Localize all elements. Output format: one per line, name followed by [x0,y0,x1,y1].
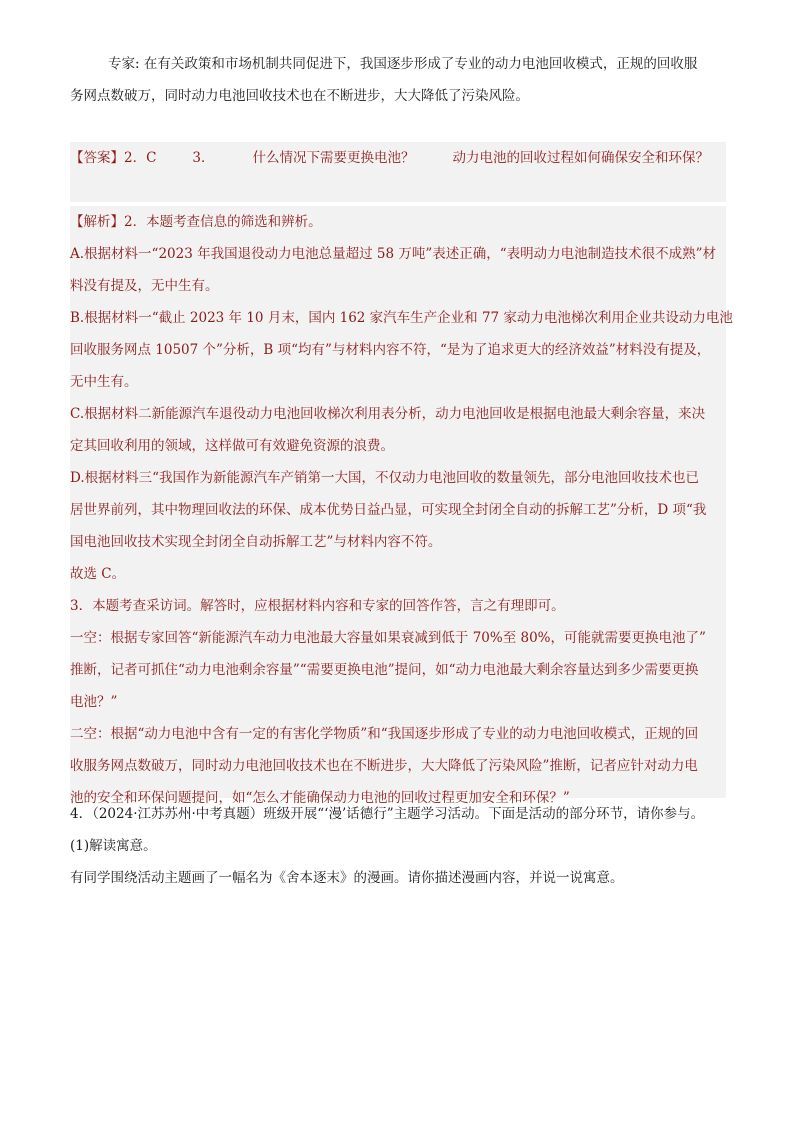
analysis-blank1-line-1: 一空：根据专家回答“新能源汽车动力电池最大容量如果衰减到低于 70%至 80%，可能就需要更换电池了” [70,630,706,646]
analysis-blank2-line-3: 池的安全和环保问题提问，如“怎么才能确保动力电池的回收过程更加安全和环保？” [70,790,570,806]
analysis-blank2-line-2: 收服务网点数破万，同时动力电池回收技术也在不断进步，大大降低了污染风险”推断，记者应针对动力电 [70,758,698,774]
analysis-blank1-line-3: 电池？” [70,694,118,710]
answer-blank-2: 动力电池的回收过程如何确保安全和环保？ [452,150,710,166]
analysis-q3-intro: 3．本题考查采访词。解答时，应根据材料内容和专家的回答作答，言之有理即可。 [70,598,565,614]
q4-line-1: 4．（2024·江苏苏州·中考真题）班级开展“‘漫’话德行”主题学习活动。下面是活动的部分环节，请你参与。 [70,806,705,822]
analysis-blank1-line-2: 推断，记者可抓住“动力电池剩余容量”“需要更换电池”提问，如“动力电池最大剩余容量达到多少需要更换 [70,662,699,678]
analysis-a-line-1: A.根据材料一“2023 年我国退役动力电池总量超过 58 万吨”表述正确，“表明动力电池制造技术很不成熟”材 [70,246,717,262]
answer-label: 【答案】 [70,150,124,166]
analysis-b-line-2: 回收服务网点 10507 个”分析，B 项“均有”与材料内容不符，“是为了追求更大的经济效益”材料没有提及， [70,342,711,358]
q4-line-2: (1)解读寓意。 [70,838,157,854]
analysis-c-line-1: C.根据材料二新能源汽车退役动力电池回收梯次利用表分析，动力电池回收是根据电池最大剩余容量，来决 [70,406,706,422]
expert-line-1: 专家: 在有关政策和市场机制共同促进下，我国逐步形成了专业的动力电池回收模式，正规的回收服 [108,56,698,72]
analysis-intro: 2．本题考查信息的筛选和辨析。 [124,214,322,230]
analysis-a-line-2: 料没有提及，无中生有。 [70,278,219,294]
analysis-b-line-1: B.根据材料一“截止 2023 年 10 月末，国内 162 家汽车生产企业和 77 家动力电池梯次利用企业共设动力电池 [70,310,733,326]
analysis-choose: 故选 C。 [70,566,126,582]
expert-line-2: 务网点数破万，同时动力电池回收技术也在不断进步，大大降低了污染风险。 [70,88,529,104]
answer-q3: 3． [192,150,215,166]
q4-line-3: 有同学围绕活动主题画了一幅名为《舍本逐末》的漫画。请你描述漫画内容，并说一说寓意。 [70,870,624,886]
analysis-label: 【解析】 [70,214,124,230]
analysis-c-line-2: 定其回收利用的领域，这样做可有效避免资源的浪费。 [70,438,394,454]
analysis-blank2-line-1: 二空：根据“动力电池中含有一定的有害化学物质”和“我国逐步形成了专业的动力电池回收模式，正规的回 [70,726,699,742]
answer-q2: 2．C [124,150,157,166]
analysis-d-line-1: D.根据材料三“我国作为新能源汽车产销第一大国，不仅动力电池回收的数量领先，部分电池回收技术也已 [70,470,700,486]
analysis-d-line-2: 居世界前列，其中物理回收法的环保、成本优势日益凸显，可实现全封闭全自动的拆解工艺”分析，D 项“我 [70,502,707,518]
analysis-d-line-3: 国电池回收技术实现全封闭全自动拆解工艺”与材料内容不符。 [70,534,442,550]
answer-blank-1: 什么情况下需要更换电池？ [252,150,415,166]
analysis-b-line-3: 无中生有。 [70,374,138,390]
